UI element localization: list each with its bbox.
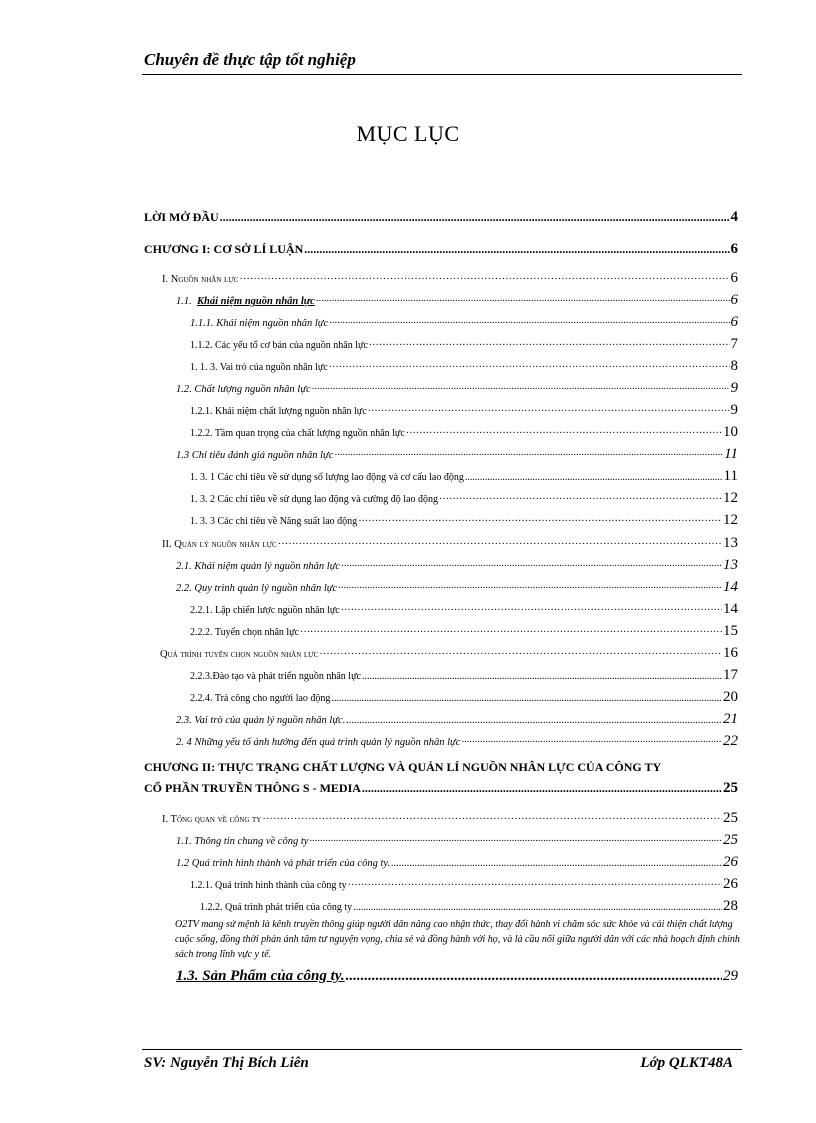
toc-leader [300,627,722,638]
toc-entry-text: 1.1.2. Các yếu tố cơ bản của nguồn nhân lực [190,340,368,351]
toc-leader [439,494,722,505]
toc-entry-text: 2.3. Vai trò của quản lý nguồn nhân lực. [176,715,346,726]
toc-page-number: 25 [723,780,738,796]
toc-entry-2-2[interactable] [176,579,738,596]
toc-entry-chuong-1[interactable] [144,241,738,258]
toc-page-number: 11 [723,468,738,484]
toc-entry-ct-1-2[interactable] [176,854,738,871]
toc-page-number: 25 [723,810,738,826]
toc-leader [391,858,722,869]
toc-entry-text: 2. 4 Những yếu tố ảnh hưởng đến quá trình quản lý nguồn nhân lực [176,737,461,748]
toc-leader [304,242,729,257]
toc-entry-2-4[interactable] [176,733,738,750]
toc-entry-ct-1-2-2[interactable] [200,898,738,915]
toc-entry-2-1[interactable] [176,557,738,574]
toc-page-number: 13 [723,535,738,551]
toc-page-number: 26 [723,854,738,870]
toc-page-number: 17 [723,667,738,683]
toc-page-number: 25 [723,832,738,848]
toc-page-number: 20 [723,689,738,705]
toc-entry-2-3[interactable] [176,711,738,728]
toc-entry-nguon-nhan-luc[interactable] [162,270,738,287]
toc-entry-1-1[interactable] [176,292,738,309]
toc-entry-ct-1-1[interactable] [176,832,738,849]
toc-entry-text: 1.2.2. Quá trình phát triển của công ty [200,902,353,913]
toc-leader [278,539,722,550]
toc-entry-1-2-1[interactable] [190,402,738,419]
toc-entry-2-2-3[interactable] [190,667,738,684]
toc-entry-text: Quá trình tuyển chọn nguồn nhân lực [160,649,319,660]
toc-entry-1-3-3[interactable] [190,512,738,529]
toc-leader [358,516,722,527]
toc-entry-text: LỜI MỞ ĐẦU [144,210,219,224]
toc-entry-1-2[interactable] [176,380,738,397]
toc-page-number: 15 [723,623,738,639]
toc-entry-text: CỔ PHẦN TRUYỀN THÔNG S - MEDIA [144,781,361,795]
toc-page-number: 10 [723,424,738,440]
toc-leader [461,737,722,748]
toc-entry-text: 1.1. Khái niệm nguồn nhân lực [176,296,315,307]
toc-entry-text: 1.3. Sản Phẩm của công ty. [176,968,345,984]
toc-page-number: 12 [723,490,738,506]
toc-page-number: 13 [723,557,738,573]
toc-entry-qua-trinh-tuyen-chon[interactable] [160,645,738,662]
toc-entry-1-3-2[interactable] [190,490,738,507]
toc-leader [338,583,722,594]
toc-leader [346,968,722,985]
toc-leader [369,340,730,351]
footer-class: Lớp QLKT48A [640,1055,733,1071]
toc-entry-text: 1. 3. 1 Các chỉ tiêu về sử dụng số lượng lao động và cơ cấu lao động [190,472,464,483]
toc-entry-text: 2.1. Khái niệm quản lý nguồn nhân lực [176,561,341,572]
toc-page-number: 9 [730,402,738,418]
toc-leader [329,318,729,329]
toc-entry-text: 1.2.1. Quá trình hình thành của công ty [190,880,347,891]
toc-entry-text: I. Tổng quan về công ty [162,814,262,825]
toc-entry-text: 2.2.4. Trả công cho người lao động [190,693,331,704]
toc-page-number: 16 [723,645,738,661]
toc-entry-quan-ly[interactable] [162,535,738,552]
header-divider [142,74,742,75]
toc-entry-1-2-2[interactable] [190,424,738,441]
toc-leader [406,428,722,439]
toc-entry-text: 1.2.1. Khái niệm chất lượng nguồn nhân lực [190,406,367,417]
toc-leader [309,836,722,847]
toc-entry-text: 1.2 Quá trình hình thành và phát triển của công ty. [176,858,391,869]
toc-leader [341,605,722,616]
toc-entry-2-2-4[interactable] [190,689,738,706]
page-title: MỤC LỤC [356,121,460,146]
toc-page-number: 7 [730,336,738,352]
toc-entry-text: 2.2.2. Tuyển chọn nhân lực [190,627,300,638]
toc-page-number: 21 [723,711,738,727]
toc-leader [341,561,722,572]
toc-entry-tong-quan[interactable] [162,810,738,827]
toc-entry-1-1-3[interactable] [190,358,738,375]
toc-leader [262,814,722,825]
toc-entry-text: 1.1. Thông tin chung về công ty [176,836,309,847]
toc-page-number: 11 [724,446,738,462]
toc-page-number: 6 [730,292,738,308]
toc-page-number: 6 [730,314,738,330]
toc-page-number: 26 [723,876,738,892]
toc-page-number: 12 [723,512,738,528]
toc-entry-chuong-2-line2[interactable] [144,780,738,797]
toc-entry-2-2-1[interactable] [190,601,738,618]
body-paragraph: O2TV mang sứ mệnh là kênh truyền thông giúp người dân nâng cao nhận thức, thay đổi hành vi chăm sóc sức khỏe và cải thiện chất lượng cuộc sống, đồng thời phản ánh tâm tư nguyện vọng, chia sẻ và đồng hành với họ, và là cầu nối giữa người dân với các nhà hoạch định chính sách trong lĩnh vực y tế. [175,919,740,960]
toc-page-number: 22 [723,733,738,749]
toc-page-number: 9 [730,380,738,396]
toc-leader [353,902,722,913]
toc-entry-text: 1. 3. 2 Các chỉ tiêu về sử dụng lao động và cường độ lao động [190,494,439,505]
toc-leader [362,671,722,682]
toc-entry-text: 1.3 Chỉ tiêu đánh giá nguồn nhân lực [176,450,334,461]
toc-entry-text: 1. 1. 3. Vai trò của nguồn nhân lực [190,362,328,373]
toc-leader [316,296,730,307]
toc-entry-text: CHƯƠNG I: CƠ SỞ LÍ LUẬN [144,242,304,256]
toc-leader [368,406,730,417]
toc-leader [329,362,730,373]
toc-entry-1-1-1[interactable] [190,314,738,331]
document-header: Chuyên đề thực tập tốt nghiệp [144,50,356,69]
toc-page-number: 14 [723,601,738,617]
toc-leader [346,715,722,726]
toc-entry-loi-mo-dau[interactable] [144,209,738,226]
toc-leader [465,472,723,483]
toc-entry-san-pham[interactable] [176,968,738,985]
toc-page-number: 8 [730,358,738,374]
toc-entry-text: 1.2. Chất lượng nguồn nhân lực [176,384,311,395]
footer-divider [142,1049,742,1050]
toc-page-number: 4 [730,209,738,225]
toc-leader [331,693,722,704]
toc-entry-text: 2.2.1. Lập chiến lược nguồn nhân lực [190,605,340,616]
toc-leader [348,880,722,891]
toc-entry-2-2-2[interactable] [190,623,738,640]
footer-student-name: SV: Nguyễn Thị Bích Liên [144,1055,309,1071]
toc-page-number: 29 [723,968,738,984]
toc-entry-1-3-1[interactable] [190,468,738,485]
toc-entry-text: 1.2.2. Tầm quan trọng của chất lượng nguồn nhân lực [190,428,405,439]
toc-leader [220,210,730,225]
toc-entry-text: 2.2. Quy trình quản lý nguồn nhân lực [176,583,338,594]
toc-entry-text: II. Quản lý nguồn nhân lực [162,539,277,550]
toc-page-number: 28 [723,898,738,914]
toc-page-number: 6 [730,241,738,257]
toc-leader [334,450,723,461]
toc-page-number: 14 [723,579,738,595]
toc-entry-ct-1-2-1[interactable] [190,876,738,893]
toc-entry-text: 1. 3. 3 Các chỉ tiêu về Năng suất lao động [190,516,358,527]
toc-leader [362,781,722,796]
toc-entry-text: 1.1.1. Khái niệm nguồn nhân lực [190,318,329,329]
toc-entry-text: 2.2.3.Đào tạo và phát triển nguồn nhân lực [190,671,361,682]
toc-leader [239,274,729,285]
toc-entry-1-1-2[interactable] [190,336,738,353]
toc-entry-text: I. Nguồn nhân lực [162,274,239,285]
toc-leader [319,649,722,660]
toc-entry-chuong-2-line1[interactable]: CHƯƠNG II: THỰC TRẠNG CHẤT LƯỢNG VÀ QUẢN LÍ NGUỒN NHÂN LỰC CỦA CÔNG TY [144,760,662,774]
toc-page-number: 6 [730,270,738,286]
toc-leader [312,384,730,395]
toc-entry-1-3[interactable] [176,446,738,463]
